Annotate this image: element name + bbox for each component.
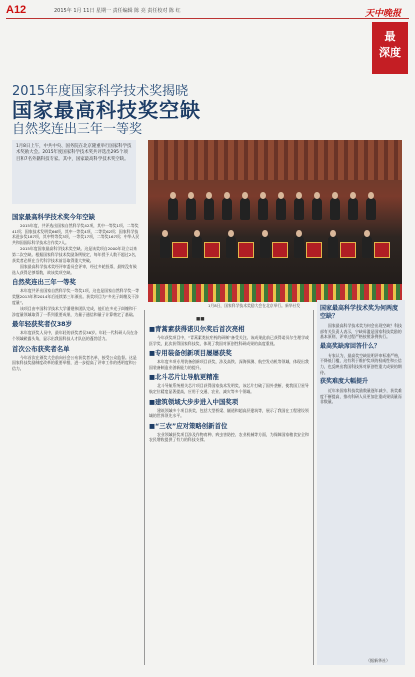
headline-subtitle: 自然奖连出三年一等奖	[12, 122, 143, 137]
section-heading: 最年轻获奖者仅38岁	[12, 320, 73, 329]
dateline: 2015年 1月 11日 星期一 责任编辑 陈 亮 责任校对 陈 红	[54, 8, 181, 14]
section-heading: 首次公布获奖者名单	[12, 344, 70, 353]
right-column	[320, 302, 402, 662]
photo-caption: 1月8日，国家科学技术奖励大会在北京举行。新华社发	[208, 303, 301, 308]
body-paragraph: 北斗导航系统相关芯片项目获得国家技术发明奖，该芯片打破了国外垄断，使我国卫星导航定位精度显著提高，应用于交通、农业、减灾等多个领域。	[149, 383, 309, 394]
masthead-logo: 天中晚报	[364, 9, 401, 19]
section-heading: 国家最高科学技术奖为何两度空缺？	[320, 305, 399, 320]
section-flag-line2: 深度	[379, 46, 401, 59]
body-paragraph: 2015年度国家最高科学技术奖空缺。这是该奖项自2000年设立以来第二次空缺。根据国家科学技术奖励条例规定，每年授予人数不超过2名，获奖者必须在当代科学技术前沿取得重大突破。	[12, 246, 139, 263]
section-heading: 获奖难度大幅提升	[320, 378, 369, 386]
body-paragraph: 今年首次在颁奖大会前向社会公布获奖者名单，接受公众监督。这是国家科技奖励制度改革的重要举措，进一步提高了评审工作的透明度和公信力。	[12, 354, 137, 371]
signature: （据新华社）	[366, 658, 390, 663]
body-paragraph: 国家最高科学技术奖为何会出现空缺？科技部有关负责人表示，宁缺毋滥是国家科技奖励的基本原则，评审过程严格按照条例执行。	[320, 323, 402, 340]
section-flag-line1: 最	[384, 30, 396, 43]
section-heading: 自然奖连出三年一等奖	[12, 278, 76, 287]
body-paragraph: 近年来国家科技奖励数量逐年减少，获奖难度不断提高，推动科研人员更加注重成果质量而非数量。	[320, 388, 402, 405]
section-heading: ■专用装备创新项目屡屡获奖	[149, 349, 232, 358]
body-paragraph: 2015年度，共评选出国家自然科学奖42项，其中一等奖1项、二等奖41项；国家技术发明奖66项，其中一等奖4项、二等奖62项；国家科学技术进步奖187项，其中特等奖3项，一等奖17项，二等奖167项；中华人民共和国国际科学技术合作奖7人。	[12, 223, 140, 245]
page-header	[6, 4, 409, 19]
body-paragraph: 国家最高科学技术奖经评审委员会评审，经过多轮投票，最终没有候选人获得足够票数，故该奖项空缺。	[12, 264, 137, 275]
section-flag	[372, 22, 408, 74]
ceremony-photo	[148, 140, 402, 302]
body-paragraph: 农业领域获奖项目涉及作物育种、病虫害防控、农业机械等方面，为保障国家粮食安全和农民增收提供了有力的科技支撑。	[149, 431, 309, 443]
photo-backdrop	[148, 140, 402, 180]
section-heading: ■“三农”应对策略创新首位	[149, 421, 228, 430]
section-heading: ■青蒿素获得诺贝尔奖后首次亮相	[149, 325, 245, 333]
headline-kicker: 2015年度国家科学技术奖揭晓	[12, 84, 189, 99]
body-paragraph: 本年度多项专用装备创新项目获奖，涉及高铁、深海探测、航空发动机等领域，体现出我国装备制造业创新能力的提升。	[149, 359, 309, 370]
column-divider	[144, 310, 145, 665]
body-paragraph: 本年度获奖人员中，最年轻的获奖者仅38岁。年轻一代科研人员在各个领域崭露头角，显示出我国科技人才队伍的蓬勃活力。	[12, 330, 138, 341]
body-paragraph: 该项目由中国科学技术大学潘建伟团队完成，他们在多光子纠缠和干涉度量领域取得了一系列重要成果，为量子通信和量子计算奠定了基础。	[12, 306, 137, 317]
column-divider-2	[313, 310, 314, 665]
photo-back-row	[148, 198, 402, 224]
middle-column	[149, 322, 309, 665]
author-byline: ■■	[196, 317, 205, 322]
body-paragraph: 专家认为，最高奖空缺说明评审标准严格，不降低门槛，这有利于维护奖项的权威性和公信力，也反映出我国科技界对原创性重大成果的期待。	[320, 352, 402, 375]
section-heading: ■建筑领域大步步进入中国奖项	[149, 397, 239, 406]
lead-paragraph: 1月8日上午，中共中央、国务院在北京隆重举行国家科学技术奖励大会。2015年度国家科学技术奖共评选出295个项目和7名外籍科技专家。其中，国家最高科学技术奖空缺。	[12, 140, 136, 204]
body-paragraph: 本年度共评出国家自然科学奖一等奖1项，这也是国家自然科学奖一等奖继2013年和2014年后连续第三年颁出。获奖项目为“多光子纠缠及干涉度量”。	[12, 288, 140, 305]
section-heading: 国家最高科学技术奖今年空缺	[12, 213, 96, 221]
section-heading: 最高奖缺席回答什么？	[320, 342, 381, 350]
headline-title: 国家最高科技奖空缺	[12, 98, 201, 122]
section-heading: ■北斗芯片让导航更精准	[149, 373, 219, 382]
left-column	[12, 210, 140, 665]
body-paragraph: 建筑领域多个项目获奖，包括大型桥梁、隧道和超高层建筑等，展示了我国在工程建设领域的世界领先水平。	[149, 407, 309, 419]
page-number: A12	[6, 4, 27, 16]
body-paragraph: 今年获奖项目中，“青蒿素类抗疟药的研制”备受关注。该成果此前已获得诺贝尔生理学或医学奖，此次获得国家科技奖，体现了我国对原创性科研成果的高度重视。	[149, 335, 309, 346]
photo-front-row	[148, 236, 402, 262]
